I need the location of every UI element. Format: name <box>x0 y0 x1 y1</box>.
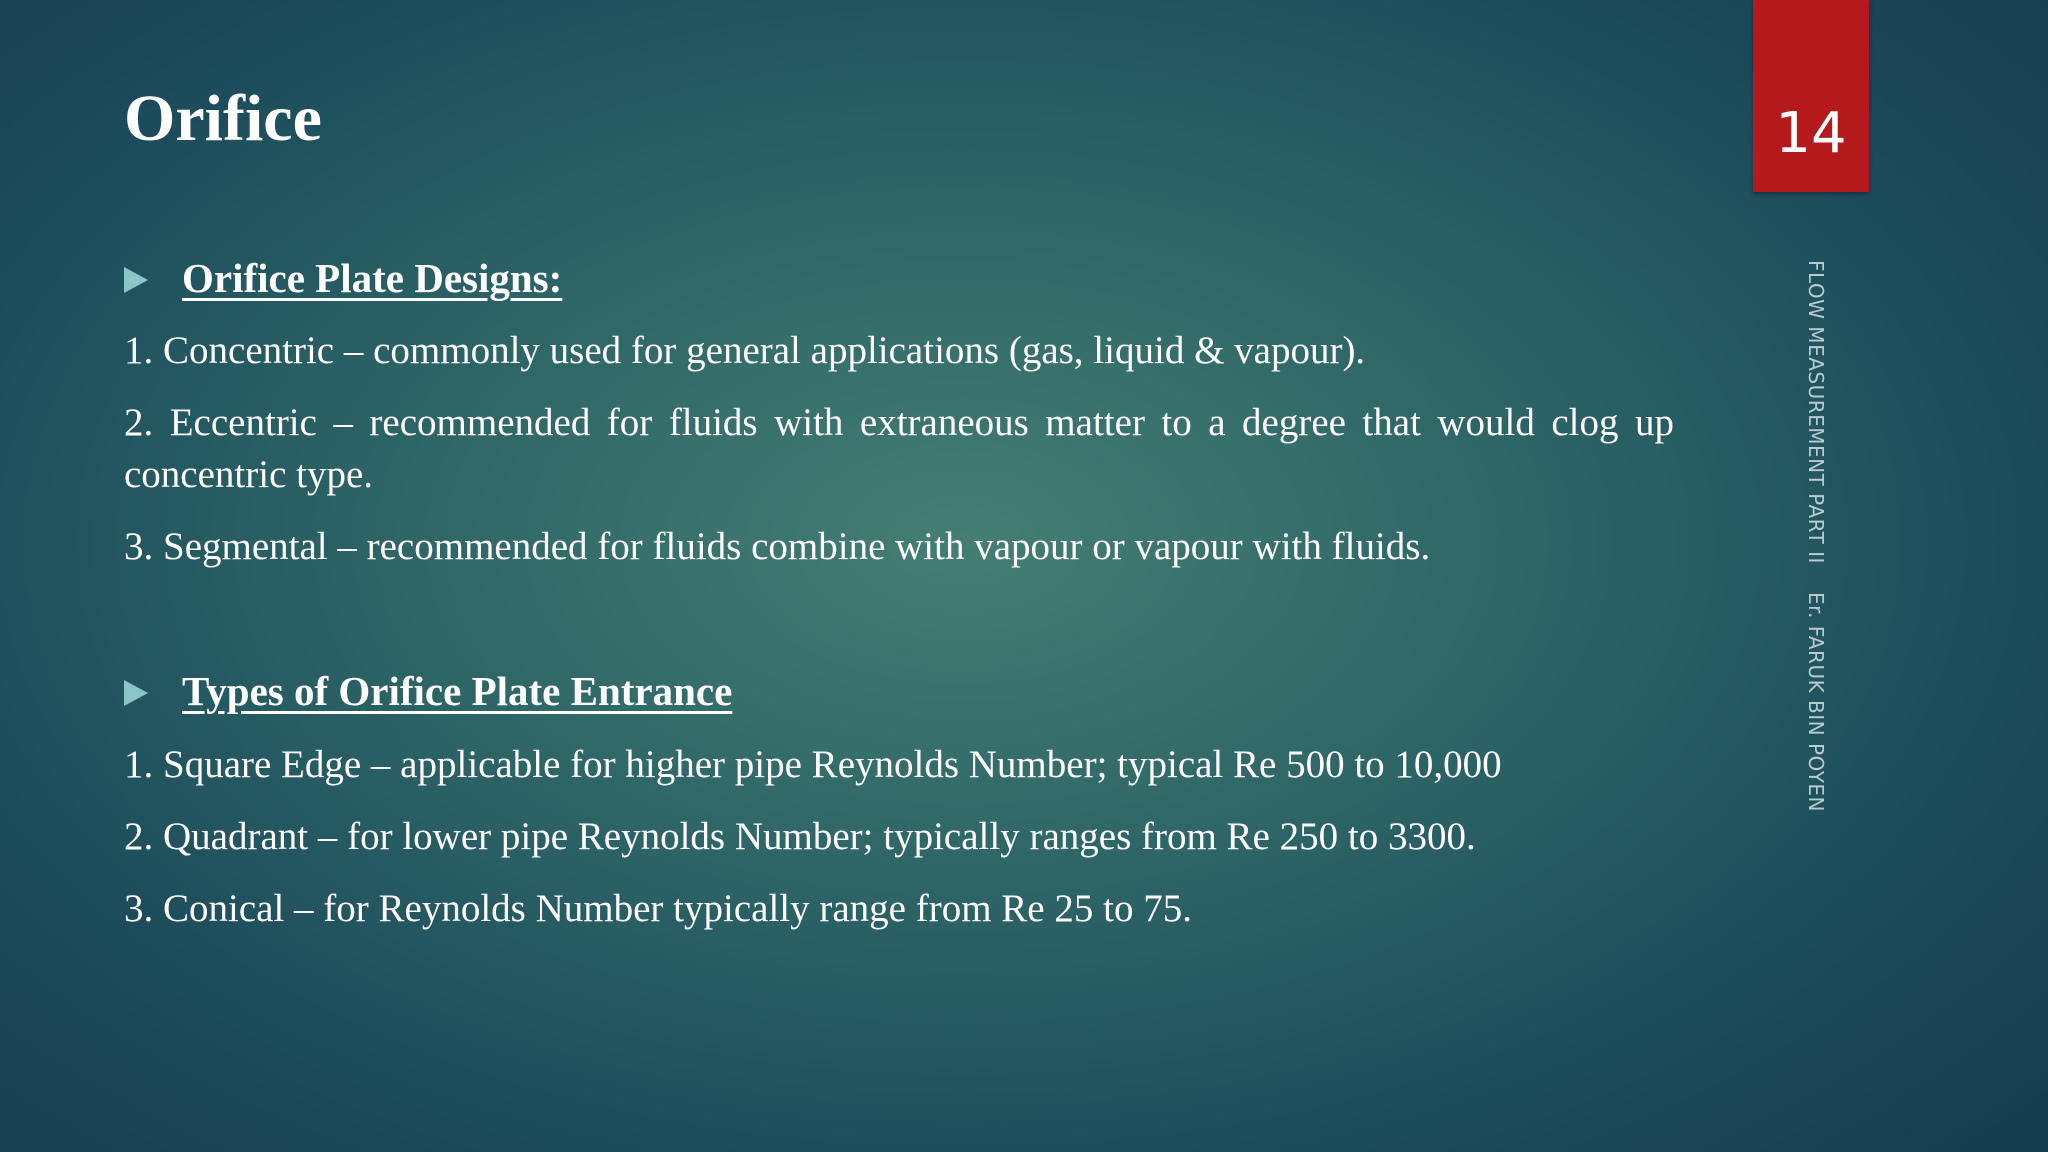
bullet-arrow-icon <box>124 680 148 706</box>
list-item: 1. Square Edge – applicable for higher pipe Reynolds Number; typical Re 500 to 10,000 <box>124 743 1502 786</box>
slide-number: 14 <box>1775 101 1847 166</box>
section-heading-text: Types of Orifice Plate Entrance <box>182 668 733 714</box>
section-heading-designs <box>124 255 563 301</box>
list-item: 3. Segmental – recommended for fluids combine with vapour or vapour with fluids. <box>124 525 1431 568</box>
list-item: 1. Concentric – commonly used for general applications (gas, liquid & vapour). <box>124 329 1366 372</box>
list-item: 3. Conical – for Reynolds Number typically range from Re 25 to 75. <box>124 887 1192 930</box>
list-item: 2. Quadrant – for lower pipe Reynolds Number; typically ranges from Re 250 to 3300. <box>124 815 1476 858</box>
slide-number-box <box>1753 0 1869 192</box>
slide-title: Orifice <box>124 82 322 155</box>
section-heading-entrance <box>124 668 733 714</box>
list-item: 2. Eccentric – recommended for fluids with extraneous matter to a degree that would clog up concentric type. <box>124 401 1674 496</box>
section-heading-text: Orifice Plate Designs: <box>182 255 563 301</box>
footer-course-title: FLOW MEASUREMENT PART II <box>1804 260 1828 564</box>
bullet-arrow-icon <box>124 267 148 293</box>
footer-author: Er. FARUK BIN POYEN <box>1804 591 1828 813</box>
footer-vertical <box>1806 260 1826 812</box>
